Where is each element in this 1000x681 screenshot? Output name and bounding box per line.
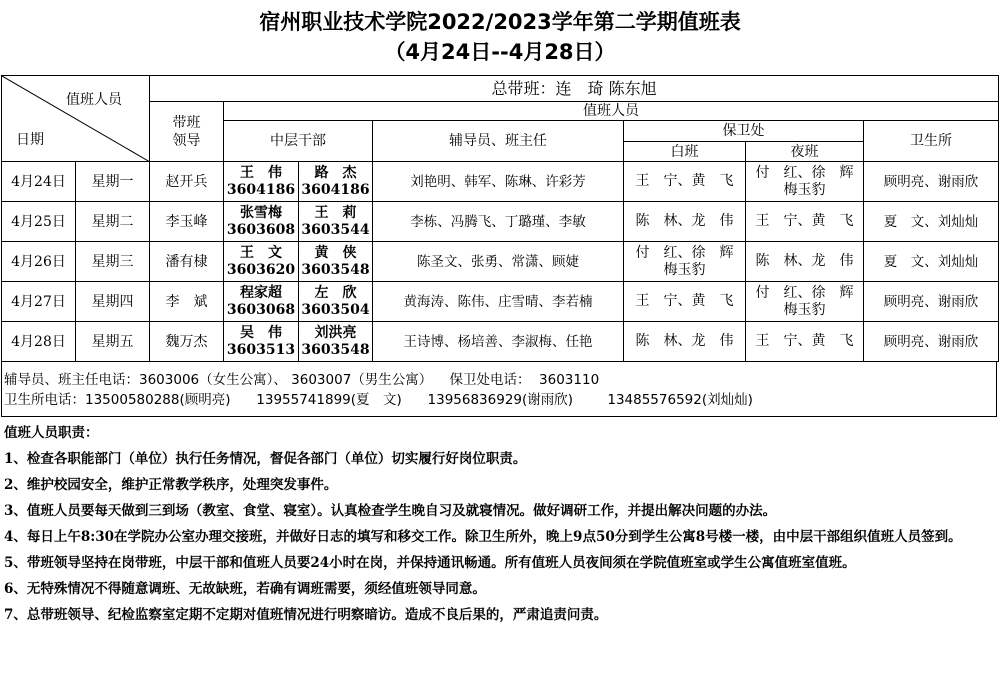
- leader-cell: 魏万杰: [150, 322, 224, 362]
- duty-responsibilities: [4, 420, 994, 628]
- date-cell: 4月27日: [2, 282, 76, 322]
- night-shift-cell: 付 红、徐 辉 梅玉豹: [746, 282, 864, 322]
- header-row-2: [2, 102, 999, 121]
- phone-line-counselor-security: 辅导员、班主任电话：3603006（女生公寓）、 3603007（男生公寓） 保卫处电话： 3603110: [4, 372, 600, 388]
- table-row: [2, 242, 999, 282]
- night-shift-cell: 王 宁、黄 飞: [746, 322, 864, 362]
- middle-cadre-cell: 王 莉 3603544: [299, 202, 373, 242]
- counselor-cell: 王诗博、杨培善、李淑梅、任艳: [373, 322, 624, 362]
- middle-cadre-cell: 程家超 3603068: [224, 282, 299, 322]
- date-cell: 4月26日: [2, 242, 76, 282]
- corner-header-cell: [2, 76, 150, 162]
- middle-cadre-cell: 张雪梅 3603608: [224, 202, 299, 242]
- leader-cell: 潘有棣: [150, 242, 224, 282]
- duty-item: 3、值班人员要每天做到三到场（教室、食堂、寝室）。认真检查学生晚自习及就寝情况。做好调研工作，并提出解决问题的办法。: [4, 503, 777, 519]
- weekday-cell: 星期一: [76, 162, 150, 202]
- day-shift-cell: 陈 林、龙 伟: [624, 322, 746, 362]
- day-shift-header: 白班: [624, 142, 746, 162]
- table-row: [2, 282, 999, 322]
- duty-item: 5、带班领导坚持在岗带班，中层干部和值班人员要24小时在岗，并保持通讯畅通。所有值班人员夜间须在学院值班室或学生公寓值班室值班。: [4, 555, 856, 571]
- phone-line-clinic: 卫生所电话：13500580288(顾明亮) 13955741899(夏 文) 13956836929(谢雨欣) 13485576592(刘灿灿): [4, 392, 753, 408]
- table-row: [2, 202, 999, 242]
- leader-cell: 李玉峰: [150, 202, 224, 242]
- day-shift-cell: 王 宁、黄 飞: [624, 162, 746, 202]
- middle-cadre-cell: 王 伟 3604186: [224, 162, 299, 202]
- night-shift-cell: 陈 林、龙 伟: [746, 242, 864, 282]
- date-cell: 4月28日: [2, 322, 76, 362]
- weekday-cell: 星期四: [76, 282, 150, 322]
- weekday-cell: 星期二: [76, 202, 150, 242]
- header-row-1: [2, 76, 999, 102]
- clinic-header: 卫生所: [864, 121, 999, 162]
- leader-cell: 赵开兵: [150, 162, 224, 202]
- counselor-cell: 刘艳明、韩军、陈琳、许彩芳: [373, 162, 624, 202]
- duty-item: 4、每日上午8:30在学院办公室办理交接班，并做好日志的填写和移交工作。除卫生所外，晚上9点50分到学生公寓8号楼一楼，由中层干部组织值班人员签到。: [4, 529, 962, 545]
- clinic-cell: 夏 文、刘灿灿: [864, 242, 999, 282]
- general-leader-cell: 总带班：连 琦 陈东旭: [150, 76, 999, 102]
- weekday-cell: 星期五: [76, 322, 150, 362]
- day-shift-cell: 付 红、徐 辉 梅玉豹: [624, 242, 746, 282]
- middle-cadre-cell: 黄 侠 3603548: [299, 242, 373, 282]
- duty-item: 6、无特殊情况不得随意调班、无故缺班，若确有调班需要，须经值班领导同意。: [4, 581, 486, 597]
- page-title: 宿州职业技术学院2022/2023学年第二学期值班表: [259, 10, 741, 34]
- duty-item: 2、维护校园安全，维护正常教学秩序，处理突发事件。: [4, 477, 338, 493]
- clinic-cell: 夏 文、刘灿灿: [864, 202, 999, 242]
- leader-cell: 李 斌: [150, 282, 224, 322]
- day-shift-cell: 陈 林、龙 伟: [624, 202, 746, 242]
- weekday-cell: 星期三: [76, 242, 150, 282]
- day-shift-cell: 王 宁、黄 飞: [624, 282, 746, 322]
- security-header: 保卫处: [624, 121, 864, 142]
- duty-item: 1、检查各职能部门（单位）执行任务情况，督促各部门（单位）切实履行好岗位职责。: [4, 451, 527, 467]
- counselor-cell: 陈圣文、张勇、常潇、顾婕: [373, 242, 624, 282]
- middle-cadre-header: 中层干部: [224, 121, 373, 162]
- date-cell: 4月24日: [2, 162, 76, 202]
- counselor-cell: 黄海涛、陈伟、庄雪晴、李若楠: [373, 282, 624, 322]
- night-shift-header: 夜班: [746, 142, 864, 162]
- middle-cadre-cell: 路 杰 3604186: [299, 162, 373, 202]
- clinic-cell: 顾明亮、谢雨欣: [864, 322, 999, 362]
- middle-cadre-cell: 吴 伟 3603513: [224, 322, 299, 362]
- middle-cadre-cell: 刘洪亮 3603548: [299, 322, 373, 362]
- duties-heading: 值班人员职责：: [4, 425, 99, 441]
- clinic-cell: 顾明亮、谢雨欣: [864, 282, 999, 322]
- corner-label-duty: 值班人员: [66, 92, 122, 108]
- table-row: [2, 162, 999, 202]
- clinic-cell: 顾明亮、谢雨欣: [864, 162, 999, 202]
- night-shift-cell: 王 宁、黄 飞: [746, 202, 864, 242]
- counselor-cell: 李栋、冯腾飞、丁璐瑾、李敏: [373, 202, 624, 242]
- night-shift-cell: 付 红、徐 辉 梅玉豹: [746, 162, 864, 202]
- counselor-header: 辅导员、班主任: [373, 121, 624, 162]
- middle-cadre-cell: 左 欣 3603504: [299, 282, 373, 322]
- leader-header: 带班 领导: [150, 102, 224, 162]
- middle-cadre-cell: 王 文 3603620: [224, 242, 299, 282]
- duty-table: [1, 75, 999, 362]
- duty-item: 7、总带班领导、纪检监察室定期不定期对值班情况进行明察暗访。造成不良后果的，严肃追责问责。: [4, 607, 608, 623]
- corner-label-date: 日期: [16, 132, 44, 148]
- page-subtitle: （4月24日--4月28日）: [384, 40, 616, 64]
- table-row: [2, 322, 999, 362]
- date-cell: 4月25日: [2, 202, 76, 242]
- staff-header: 值班人员: [224, 102, 999, 121]
